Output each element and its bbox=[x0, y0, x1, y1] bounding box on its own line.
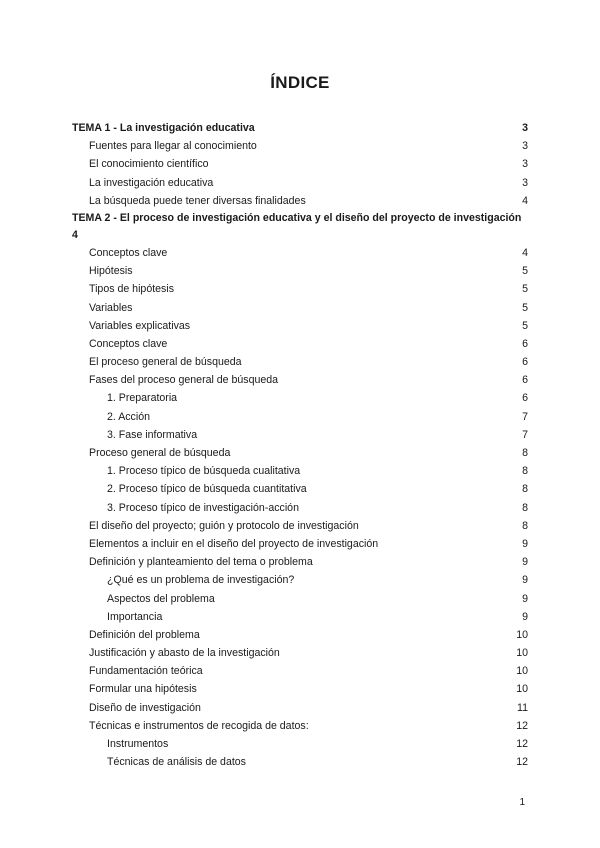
toc-entry-page: 8 bbox=[522, 519, 528, 532]
toc-entry[interactable] bbox=[72, 155, 528, 173]
toc-entry-label: El diseño del proyecto; guión y protocolo de investigación bbox=[89, 519, 359, 532]
toc-entry-label: Conceptos clave bbox=[89, 337, 168, 350]
toc-entry[interactable] bbox=[72, 644, 528, 662]
toc-entry-label: 3. Fase informativa bbox=[107, 428, 198, 441]
toc-entry-label: Diseño de investigación bbox=[89, 701, 201, 714]
toc-entry[interactable] bbox=[72, 717, 528, 735]
toc-entry[interactable] bbox=[72, 210, 528, 244]
toc-entry-page: 4 bbox=[522, 194, 528, 207]
toc-entry-label: Fuentes para llegar al conocimiento bbox=[89, 140, 257, 153]
toc-entry-page: 9 bbox=[522, 610, 528, 623]
toc-entry-label: Elementos a incluir en el diseño del proyecto de investigación bbox=[89, 537, 379, 550]
footer-page-number: 1 bbox=[519, 797, 525, 808]
toc-entry-page: 10 bbox=[516, 665, 528, 678]
toc-entry-label: Instrumentos bbox=[107, 738, 169, 750]
toc-entry-label: 1. Preparatoria bbox=[107, 392, 178, 405]
toc-entry[interactable] bbox=[72, 753, 528, 771]
toc-entry-page: 7 bbox=[522, 428, 528, 441]
toc-entry-page: 9 bbox=[522, 537, 528, 550]
toc-entry-label: Tipos de hipótesis bbox=[89, 283, 174, 296]
toc-entry[interactable] bbox=[72, 462, 528, 480]
toc-entry[interactable] bbox=[72, 680, 528, 698]
toc-entry-page: 3 bbox=[522, 158, 528, 171]
toc-entry[interactable] bbox=[72, 735, 528, 753]
toc-entry-label: Definición y planteamiento del tema o problema bbox=[89, 556, 313, 569]
toc-entry[interactable] bbox=[72, 192, 528, 210]
toc-entry[interactable] bbox=[72, 480, 528, 498]
toc-entry[interactable] bbox=[72, 444, 528, 462]
toc-entry-label: Fundamentación teórica bbox=[89, 665, 203, 678]
toc-entry[interactable] bbox=[72, 317, 528, 335]
toc-entry-page: 10 bbox=[516, 647, 528, 660]
toc-entry[interactable] bbox=[72, 174, 528, 192]
toc-entry-label: Conceptos clave bbox=[89, 246, 168, 259]
toc-entry-label: Fases del proceso general de búsqueda bbox=[89, 374, 279, 387]
toc-entry-page: 6 bbox=[522, 337, 528, 350]
toc-entry-page: 6 bbox=[522, 356, 528, 369]
toc-entry[interactable] bbox=[72, 426, 528, 444]
toc-entry-page: 9 bbox=[522, 556, 528, 569]
toc-entry-label: Formular una hipótesis bbox=[89, 683, 197, 696]
toc-entry-page: 3 bbox=[522, 122, 528, 134]
toc-entry-page: 12 bbox=[516, 719, 528, 732]
toc-entry[interactable] bbox=[72, 353, 528, 371]
toc-entry-label: Aspectos del problema bbox=[107, 592, 215, 605]
toc-entry[interactable] bbox=[72, 499, 528, 517]
toc-entry-page: 12 bbox=[516, 738, 528, 750]
toc-entry[interactable] bbox=[72, 553, 528, 571]
toc-entry-page: 9 bbox=[522, 592, 528, 605]
toc-entry-page: 11 bbox=[517, 701, 528, 714]
toc-entry-label: La investigación educativa bbox=[89, 176, 214, 189]
toc-entry[interactable] bbox=[72, 699, 528, 717]
toc-entry[interactable] bbox=[72, 517, 528, 535]
toc-entry[interactable] bbox=[72, 626, 528, 644]
toc-entry-label: TEMA 2 - El proceso de investigación educativa y el diseño del proyecto de investigación bbox=[72, 211, 522, 224]
toc-entry-label: Definición del problema bbox=[89, 628, 200, 641]
toc-entry-page: 5 bbox=[522, 265, 528, 278]
toc-entry-label: Justificación y abasto de la investigación bbox=[89, 647, 280, 660]
toc-entry-label: TEMA 1 - La investigación educativa bbox=[72, 122, 255, 134]
toc-entry-page: 7 bbox=[522, 410, 528, 423]
toc-entry[interactable] bbox=[72, 371, 528, 389]
toc-entry-page: 8 bbox=[522, 501, 528, 514]
toc-entry-page: 4 bbox=[522, 246, 528, 259]
toc-entry-label: ¿Qué es un problema de investigación? bbox=[107, 574, 295, 587]
toc-entry-page: 5 bbox=[522, 319, 528, 332]
toc-entry-page: 10 bbox=[516, 628, 528, 641]
toc-entry-page: 12 bbox=[516, 756, 528, 769]
toc-entry-label: Proceso general de búsqueda bbox=[89, 447, 231, 459]
toc-entry-label: 2. Proceso típico de búsqueda cuantitativa bbox=[107, 483, 307, 496]
toc-entry-page: 8 bbox=[522, 447, 528, 459]
toc-entry[interactable] bbox=[72, 244, 528, 262]
toc-entry[interactable] bbox=[72, 608, 528, 626]
toc-entry-page: 10 bbox=[516, 683, 528, 696]
toc-entry-label: La búsqueda puede tener diversas finalidades bbox=[89, 194, 306, 207]
toc-entry-label: Técnicas e instrumentos de recogida de datos: bbox=[89, 719, 309, 732]
toc-entry-label: 2. Acción bbox=[107, 410, 150, 423]
toc-entry[interactable] bbox=[72, 280, 528, 298]
toc-entry-page: 5 bbox=[522, 301, 528, 314]
toc-entry-label: Técnicas de análisis de datos bbox=[107, 756, 246, 769]
toc-entry-page: 6 bbox=[522, 374, 528, 387]
toc-entry[interactable] bbox=[72, 262, 528, 280]
toc-entry-label: Variables explicativas bbox=[89, 319, 191, 332]
toc-entry[interactable] bbox=[72, 389, 528, 407]
toc-entry-page: 9 bbox=[522, 574, 528, 587]
toc-entry-page: 8 bbox=[522, 483, 528, 496]
toc-entry-page: 3 bbox=[522, 176, 528, 189]
toc-entry-label: Variables bbox=[89, 301, 133, 314]
toc-entry-page: 8 bbox=[522, 465, 528, 478]
toc-entry[interactable] bbox=[72, 299, 528, 317]
toc-entry[interactable] bbox=[72, 119, 528, 137]
toc-entry-label: Importancia bbox=[107, 610, 163, 623]
toc-entry-page: 4 bbox=[72, 228, 78, 241]
toc-entry-label: 3. Proceso típico de investigación-acción bbox=[107, 501, 299, 514]
toc-entry[interactable] bbox=[72, 335, 528, 353]
toc-entry-label: Hipótesis bbox=[89, 265, 133, 278]
toc-entry-label: El proceso general de búsqueda bbox=[89, 356, 242, 369]
toc-entry[interactable] bbox=[72, 408, 528, 426]
toc-entry[interactable] bbox=[72, 590, 528, 608]
toc-entry-label: 1. Proceso típico de búsqueda cualitativa bbox=[107, 465, 301, 478]
toc-entry[interactable] bbox=[72, 137, 528, 155]
toc-entry-page: 3 bbox=[522, 140, 528, 153]
table-of-contents bbox=[72, 119, 528, 771]
toc-entry-page: 6 bbox=[522, 392, 528, 405]
toc-entry-page: 5 bbox=[522, 283, 528, 296]
toc-entry[interactable] bbox=[72, 571, 528, 589]
toc-entry[interactable] bbox=[72, 662, 528, 680]
toc-entry-label: El conocimiento científico bbox=[89, 158, 209, 171]
toc-entry[interactable] bbox=[72, 535, 528, 553]
page-title: ÍNDICE bbox=[270, 73, 330, 92]
